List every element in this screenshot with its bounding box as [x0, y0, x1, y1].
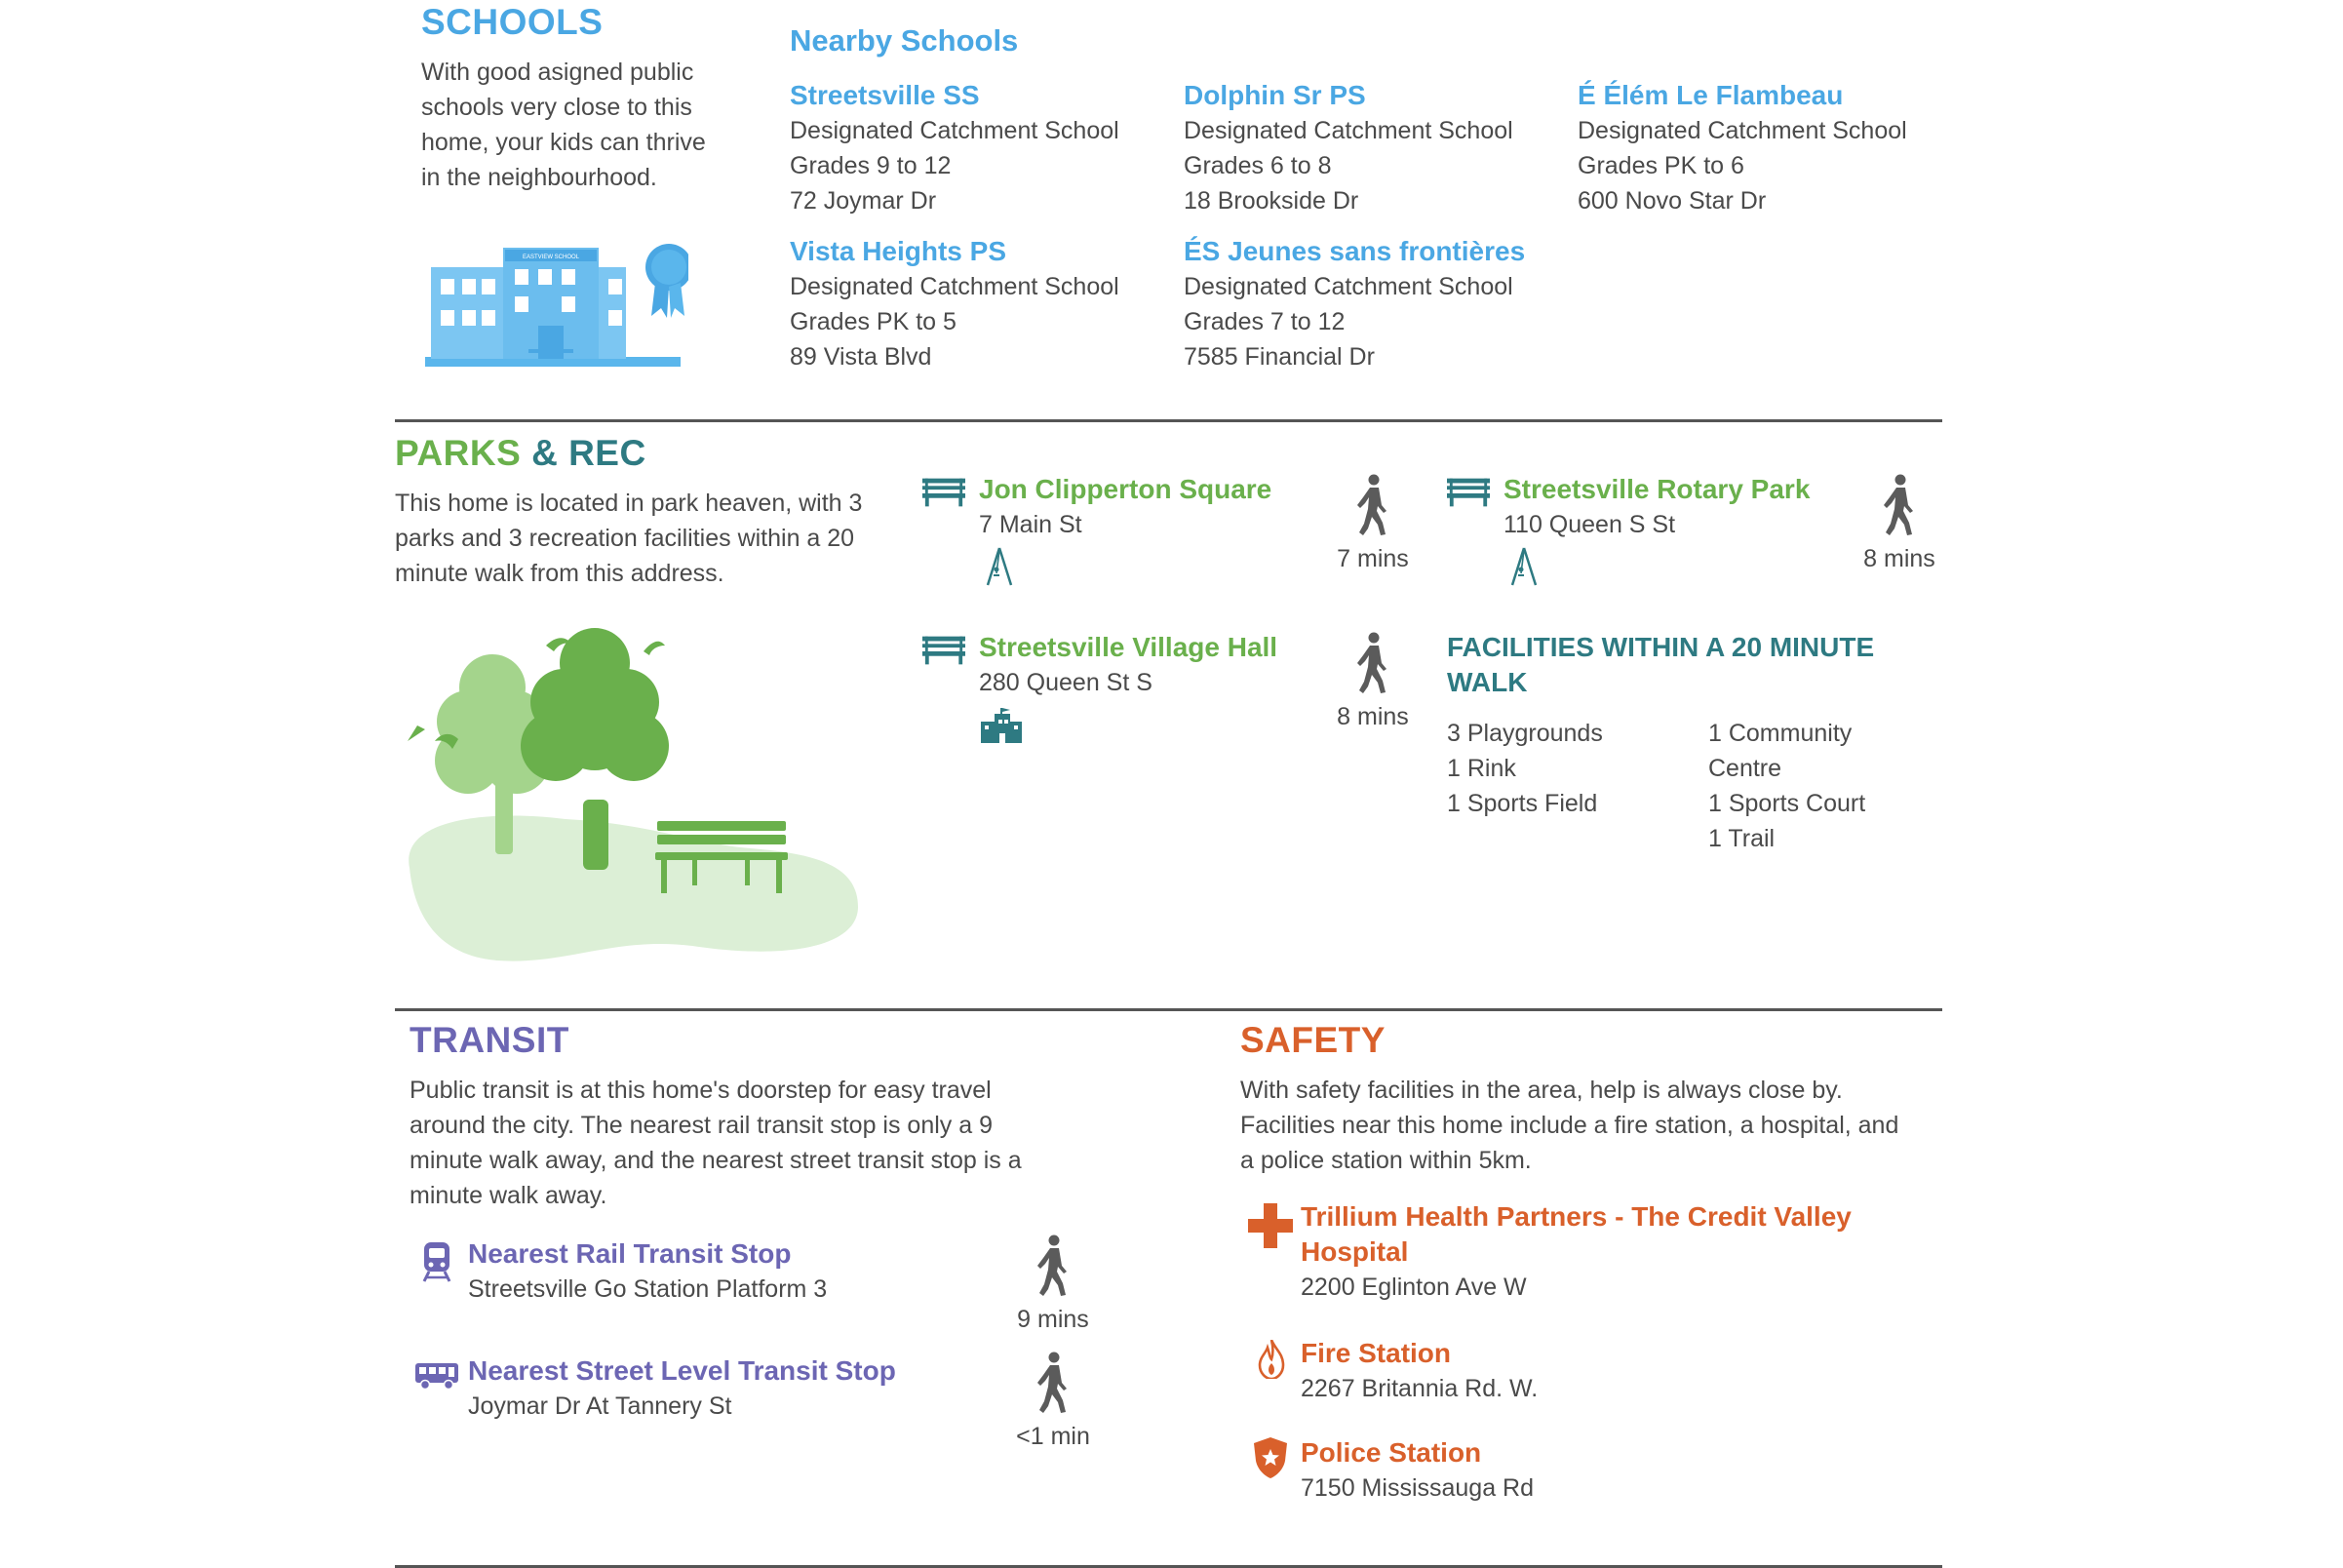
facility-item: 1 Community — [1708, 720, 1853, 747]
safety-facility — [1301, 1435, 1925, 1506]
transit-description — [410, 1073, 1092, 1213]
facility-item: 3 Playgrounds — [1447, 720, 1603, 747]
schools-description — [421, 55, 743, 195]
safety-facility — [1301, 1336, 1925, 1406]
facilities-title-line: WALK — [1447, 667, 1528, 697]
community-building-icon — [981, 708, 1022, 743]
safety-facility-address: 7150 Mississauga Rd — [1301, 1474, 1535, 1502]
transit-stop-title[interactable]: Nearest Rail Transit Stop — [468, 1238, 792, 1269]
safety-desc-line: a police station within 5km. — [1240, 1147, 1532, 1174]
school-type: Designated Catchment School — [1184, 273, 1513, 300]
school-grades: Grades 7 to 12 — [1184, 308, 1346, 335]
award-ribbon-icon — [645, 244, 688, 318]
school-address: 7585 Financial Dr — [1184, 343, 1375, 371]
safety-facility-name-line: Hospital — [1301, 1236, 1409, 1267]
school-grades: Grades 6 to 8 — [1184, 152, 1332, 179]
school-type: Designated Catchment School — [1578, 117, 1907, 144]
school-grades: Grades PK to 6 — [1578, 152, 1744, 179]
park-place — [1503, 472, 1874, 542]
parks-desc-line: minute walk from this address. — [395, 560, 724, 587]
walking-person-icon — [1353, 474, 1392, 536]
school-card — [1184, 234, 1593, 374]
school-type: Designated Catchment School — [1184, 117, 1513, 144]
section-divider — [395, 419, 1942, 422]
parks-description — [395, 486, 902, 591]
walk-time-label: 7 mins — [1337, 545, 1409, 572]
walk-time — [1841, 474, 1958, 573]
parks-title-b: & REC — [531, 433, 646, 473]
school-address: 18 Brookside Dr — [1184, 187, 1359, 215]
police-badge-icon — [1254, 1437, 1287, 1478]
facility-item: 1 Trail — [1708, 825, 1776, 852]
playground-swing-icon — [1509, 546, 1539, 587]
schools-title: SCHOOLS — [421, 2, 604, 42]
school-type: Designated Catchment School — [790, 117, 1119, 144]
school-card — [1184, 78, 1554, 218]
nearby-schools-title: Nearby Schools — [790, 23, 1019, 58]
park-place — [979, 472, 1330, 542]
facility-item: Centre — [1708, 755, 1782, 782]
safety-facility-name[interactable] — [1301, 1435, 1925, 1470]
transit-stop — [468, 1353, 1014, 1424]
school-name[interactable]: Streetsville SS — [790, 80, 980, 110]
school-card — [1578, 78, 1948, 218]
school-address: 600 Novo Star Dr — [1578, 187, 1767, 215]
walk-time — [995, 1352, 1112, 1451]
school-type: Designated Catchment School — [790, 273, 1119, 300]
schools-desc-line: home, your kids can thrive — [421, 129, 706, 156]
schools-desc-line: schools very close to this — [421, 94, 692, 121]
school-building-illustration — [425, 240, 688, 369]
school-card — [790, 78, 1160, 218]
walk-time-label: 8 mins — [1863, 545, 1935, 572]
safety-facility-name[interactable] — [1301, 1336, 1925, 1371]
school-name[interactable]: Dolphin Sr PS — [1184, 80, 1366, 110]
walk-time-label: <1 min — [1016, 1423, 1090, 1450]
parks-title-a: PARKS — [395, 433, 522, 473]
school-address: 89 Vista Blvd — [790, 343, 932, 371]
park-illustration — [400, 624, 868, 975]
park-address: 110 Queen S St — [1503, 511, 1676, 538]
bus-icon — [415, 1361, 460, 1391]
school-grades: Grades PK to 5 — [790, 308, 957, 335]
park-place — [979, 630, 1330, 700]
safety-facility-name-line: Police Station — [1301, 1437, 1482, 1468]
facilities-list — [1447, 716, 1700, 821]
parks-desc-line: This home is located in park heaven, with 3 — [395, 490, 863, 517]
facilities-list — [1708, 716, 1942, 856]
facilities-title-line: FACILITIES WITHIN A 20 MINUTE — [1447, 632, 1875, 662]
bench-icon — [1447, 478, 1490, 507]
safety-desc-line: Facilities near this home include a fire station, a hospital, and — [1240, 1112, 1899, 1139]
park-address: 280 Queen St S — [979, 669, 1152, 696]
park-name[interactable]: Jon Clipperton Square — [979, 474, 1272, 504]
walk-time — [1314, 474, 1431, 573]
transit-desc-line: Public transit is at this home's doorstep for easy travel — [410, 1077, 992, 1104]
school-address: 72 Joymar Dr — [790, 187, 937, 215]
school-card — [790, 234, 1160, 374]
park-address: 7 Main St — [979, 511, 1082, 538]
walk-time-label: 9 mins — [1017, 1306, 1089, 1333]
safety-desc-line: With safety facilities in the area, help is always close by. — [1240, 1077, 1843, 1104]
safety-facility-name-line: Fire Station — [1301, 1338, 1452, 1368]
walking-person-icon — [1353, 632, 1392, 694]
bench-icon — [922, 636, 965, 665]
flame-icon — [1258, 1340, 1285, 1379]
parks-desc-line: parks and 3 recreation facilities within a 20 — [395, 525, 855, 552]
school-name[interactable]: Vista Heights PS — [790, 236, 1007, 266]
safety-facility-name-line: Trillium Health Partners - The Credit Valley — [1301, 1201, 1852, 1232]
safety-description — [1240, 1073, 1942, 1178]
facility-item: 1 Sports Court — [1708, 790, 1866, 817]
walk-time — [1314, 632, 1431, 731]
transit-stop — [468, 1236, 1014, 1307]
park-name[interactable]: Streetsville Rotary Park — [1503, 474, 1811, 504]
walking-person-icon — [1034, 1352, 1073, 1414]
walking-person-icon — [1034, 1235, 1073, 1297]
school-name[interactable]: É Élém Le Flambeau — [1578, 80, 1844, 110]
transit-desc-line: around the city. The nearest rail transit stop is only a 9 — [410, 1112, 993, 1139]
facility-item: 1 Sports Field — [1447, 790, 1598, 817]
facilities-title — [1447, 630, 1915, 700]
transit-desc-line: minute walk away, and the nearest street transit stop is a — [410, 1147, 1022, 1174]
facility-item: 1 Rink — [1447, 755, 1516, 782]
section-divider — [395, 1008, 1942, 1011]
school-sign-text: EASTVIEW SCHOOL — [522, 255, 580, 260]
safety-facility-address: 2267 Britannia Rd. W. — [1301, 1375, 1539, 1402]
safety-facility — [1301, 1199, 1925, 1305]
transit-title: TRANSIT — [410, 1020, 569, 1060]
playground-swing-icon — [985, 546, 1014, 587]
transit-stop-name: Streetsville Go Station Platform 3 — [468, 1275, 828, 1303]
transit-stop-title[interactable]: Nearest Street Level Transit Stop — [468, 1355, 896, 1386]
school-name[interactable]: ÉS Jeunes sans frontières — [1184, 236, 1526, 266]
transit-stop-name: Joymar Dr At Tannery St — [468, 1392, 732, 1420]
schools-desc-line: With good asigned public — [421, 59, 694, 86]
safety-title: SAFETY — [1240, 1020, 1386, 1060]
train-icon — [421, 1240, 452, 1283]
safety-facility-address: 2200 Eglinton Ave W — [1301, 1274, 1527, 1301]
transit-desc-line: minute walk away. — [410, 1182, 607, 1209]
safety-facility-name[interactable] — [1301, 1199, 1925, 1270]
walk-time — [995, 1235, 1112, 1334]
school-grades: Grades 9 to 12 — [790, 152, 952, 179]
bench-icon — [922, 478, 965, 507]
parks-title — [395, 433, 646, 474]
walking-person-icon — [1880, 474, 1919, 536]
hospital-cross-icon — [1248, 1203, 1293, 1248]
schools-desc-line: in the neighbourhood. — [421, 164, 657, 191]
walk-time-label: 8 mins — [1337, 703, 1409, 730]
park-name[interactable]: Streetsville Village Hall — [979, 632, 1278, 662]
